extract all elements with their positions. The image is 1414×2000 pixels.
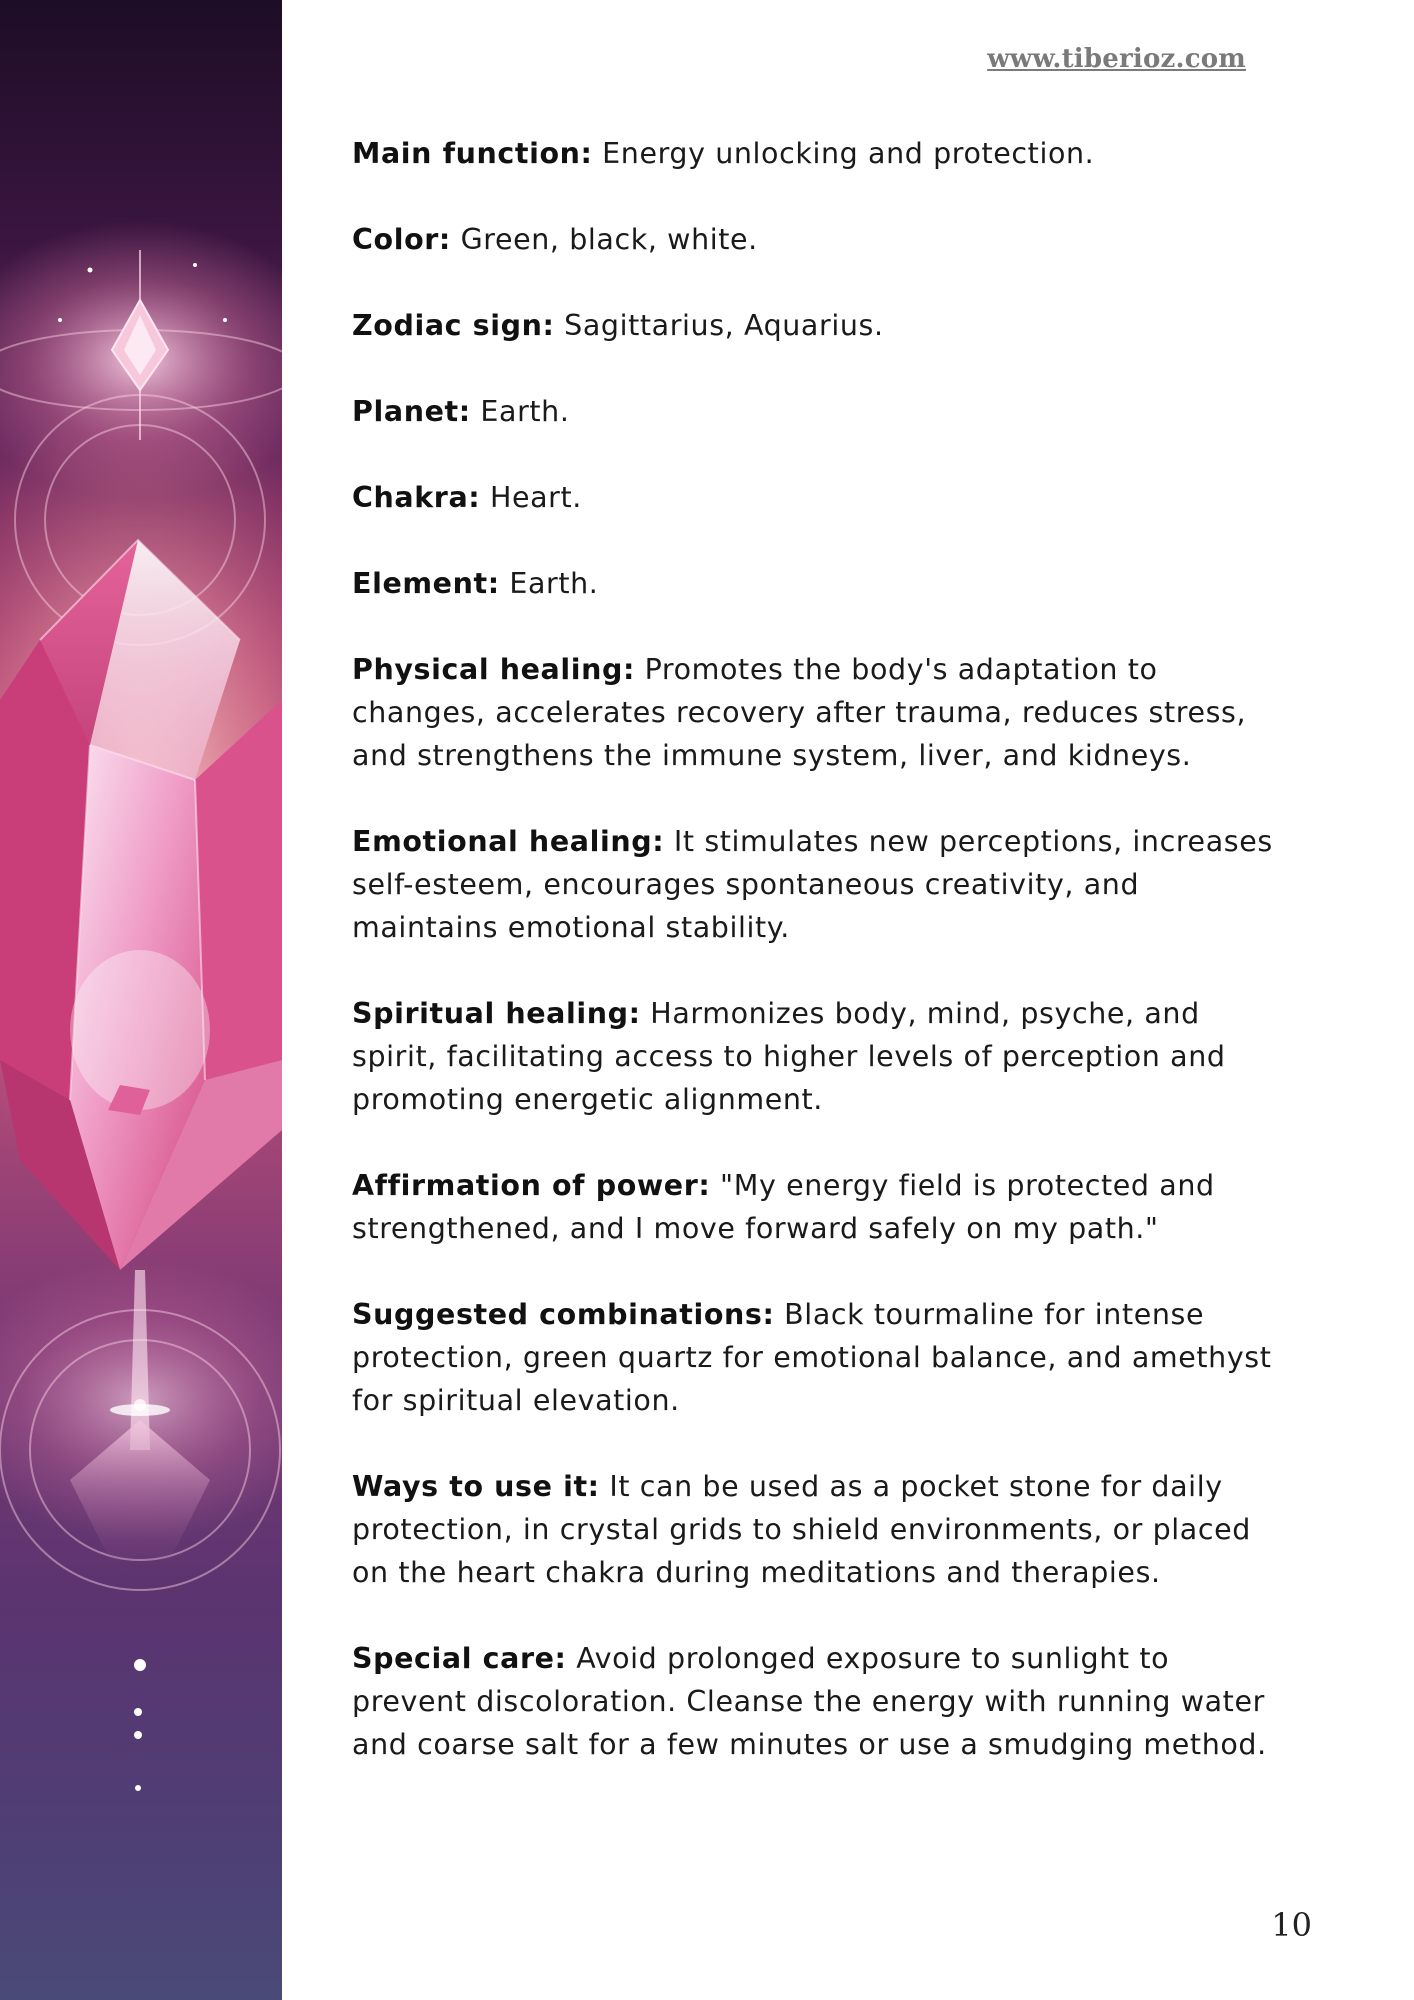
entry-label: Zodiac sign: <box>352 309 555 342</box>
entry-text: "My energy field is protected and strengthened, and I move forward safely on my path." <box>352 1169 1215 1245</box>
entry-label: Special care: <box>352 1642 567 1675</box>
entry-text: Harmonizes body, mind, psyche, and spirit, facilitating access to higher levels of perception and promoting energetic alignment. <box>352 997 1226 1116</box>
entry-label: Main function: <box>352 137 593 170</box>
entry-text: It can be used as a pocket stone for daily protection, in crystal grids to shield environments, or placed on the heart chakra during meditations and therapies. <box>352 1470 1251 1589</box>
crystal-properties-list <box>352 132 1282 1809</box>
entry-physical-healing <box>352 648 1282 777</box>
website-link[interactable]: www.tiberioz.com <box>987 44 1246 74</box>
entry-chakra <box>352 476 1282 519</box>
entry-suggested-combinations <box>352 1293 1282 1422</box>
entry-label: Color: <box>352 223 451 256</box>
entry-color <box>352 218 1282 261</box>
entry-element <box>352 562 1282 605</box>
entry-text: Sagittarius, Aquarius. <box>554 309 884 342</box>
entry-text: Earth. <box>470 395 570 428</box>
entry-label: Chakra: <box>352 481 481 514</box>
entry-special-care <box>352 1637 1282 1766</box>
entry-text: Heart. <box>480 481 582 514</box>
entry-planet <box>352 390 1282 433</box>
entry-spiritual-healing <box>352 992 1282 1121</box>
crystal-illustration-panel <box>0 0 282 2000</box>
entry-affirmation <box>352 1164 1282 1250</box>
entry-text: Earth. <box>499 567 599 600</box>
entry-main-function <box>352 132 1282 175</box>
pink-crystal-illustration <box>0 0 282 2000</box>
entry-emotional-healing <box>352 820 1282 949</box>
entry-ways-to-use <box>352 1465 1282 1594</box>
entry-label: Spiritual healing: <box>352 997 641 1030</box>
entry-label: Physical healing: <box>352 653 635 686</box>
entry-label: Emotional healing: <box>352 825 665 858</box>
entry-label: Ways to use it: <box>352 1470 600 1503</box>
entry-text: Avoid prolonged exposure to sunlight to prevent discoloration. Cleanse the energy with running water and coarse salt for a few minutes or use a smudging method. <box>352 1642 1267 1761</box>
entry-label: Planet: <box>352 395 471 428</box>
entry-zodiac-sign <box>352 304 1282 347</box>
entry-text: It stimulates new perceptions, increases self-esteem, encourages spontaneous creativity, and maintains emotional stability. <box>352 825 1273 944</box>
entry-text: Black tourmaline for intense protection, green quartz for emotional balance, and amethyst for spiritual elevation. <box>352 1298 1272 1417</box>
entry-label: Element: <box>352 567 500 600</box>
entry-text: Promotes the body's adaptation to changes, accelerates recovery after trauma, reduces stress, and strengthens the immune system, liver, and kidneys. <box>352 653 1247 772</box>
page-number: 10 <box>1271 1906 1312 1944</box>
entry-label: Suggested combinations: <box>352 1298 775 1331</box>
entry-text: Energy unlocking and protection. <box>592 137 1095 170</box>
entry-label: Affirmation of power: <box>352 1169 711 1202</box>
entry-text: Green, black, white. <box>450 223 758 256</box>
